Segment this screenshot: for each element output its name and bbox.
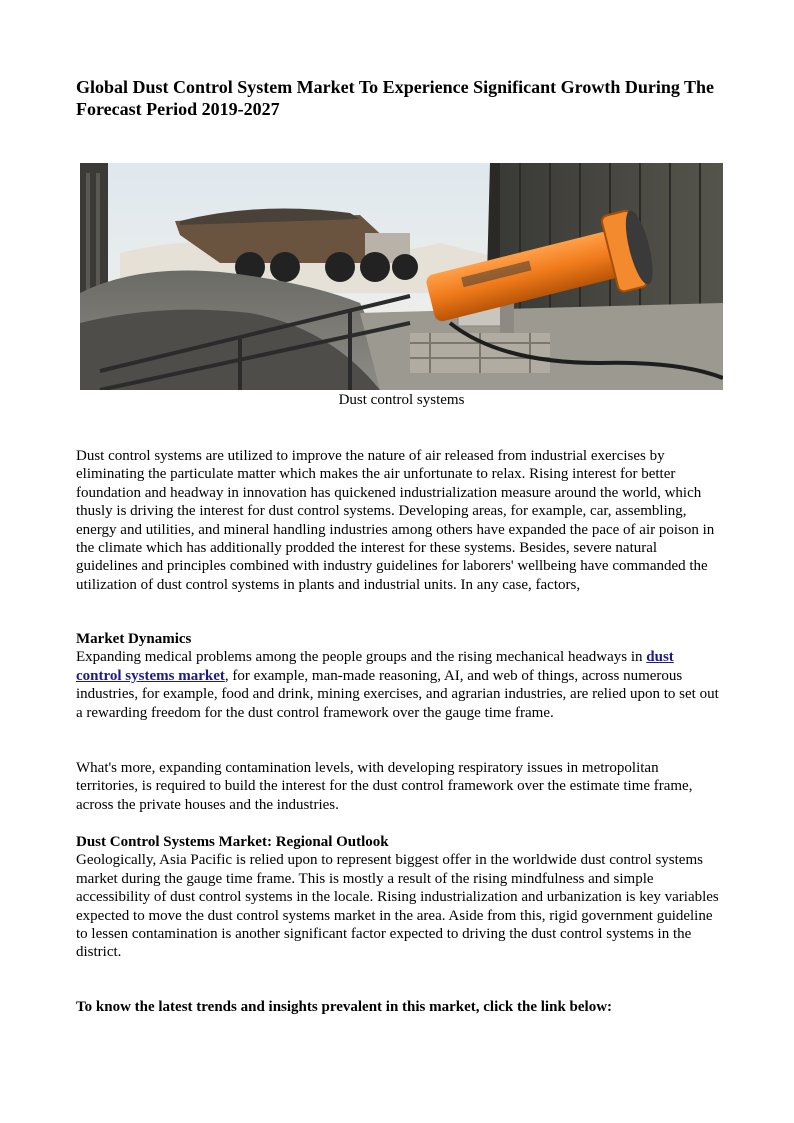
intro-paragraph: Dust control systems are utilized to improve the nature of air released from industrial exercises by eliminating the particulate matter which makes the air unfortunate to relax. Rising interest for better foundation and headway in innovation has quickened industrialization measure around the world, which thusly is driving the interest for dust control systems. Developing areas, for example, car, assembling, energy and utilities, and mineral handling industries among others have expanded the pace of air poison in the climate which has additionally prodded the interest for these systems. Besides, severe natural guidelines and principles combined with industry guidelines for laborers' wellbeing have commanded the utilization of dust control systems in plants and industrial units. In any case, factors, [76,448,715,593]
article-title: Global Dust Control System Market To Experience Significant Growth During The Forecast Period 2019-2027 [76,77,715,119]
regional-outlook-text: Geologically, Asia Pacific is relied upon to represent biggest offer in the worldwide dust control systems market during the gauge time frame. This is mostly a result of the rising mindfulness and simple accessibility of dust control systems in the locale. Rising industrialization and urbanization is key variables expected to move the dust control systems market in the area. Aside from this, rigid government guideline to lessen contamination is another significant factor expected to driving the dust control systems in the district. [76,852,719,961]
market-dynamics-text-before-link: Expanding medical problems among the people groups and the rising mechanical headways in [76,649,647,666]
market-dynamics-text-after-link: , for example, man-made reasoning, AI, and web of things, across numerous industries, for example, food and drink, mining exercises, and agrarian industries, are relied upon to set out a rewarding freedom for the dust control framework over the gauge time frame. [76,667,719,721]
figure-caption: Dust control systems [338,392,465,408]
market-dynamics-second-paragraph: What's more, expanding contamination levels, with developing respiratory issues in metropolitan territories, is required to build the interest for the dust control framework over the estimate time frame, across the private houses and the industries. [76,760,693,813]
regional-outlook-heading: Dust Control Systems Market: Regional Outlook [76,834,389,850]
regional-outlook-section [76,833,722,962]
call-to-action: To know the latest trends and insights prevalent in this market, click the link below: [76,999,613,1015]
market-dynamics-section [76,630,722,722]
dust-control-systems-market-link[interactable]: dust control systems market [76,649,674,684]
dust-control-photo [80,163,723,390]
market-dynamics-heading: Market Dynamics [76,631,192,647]
